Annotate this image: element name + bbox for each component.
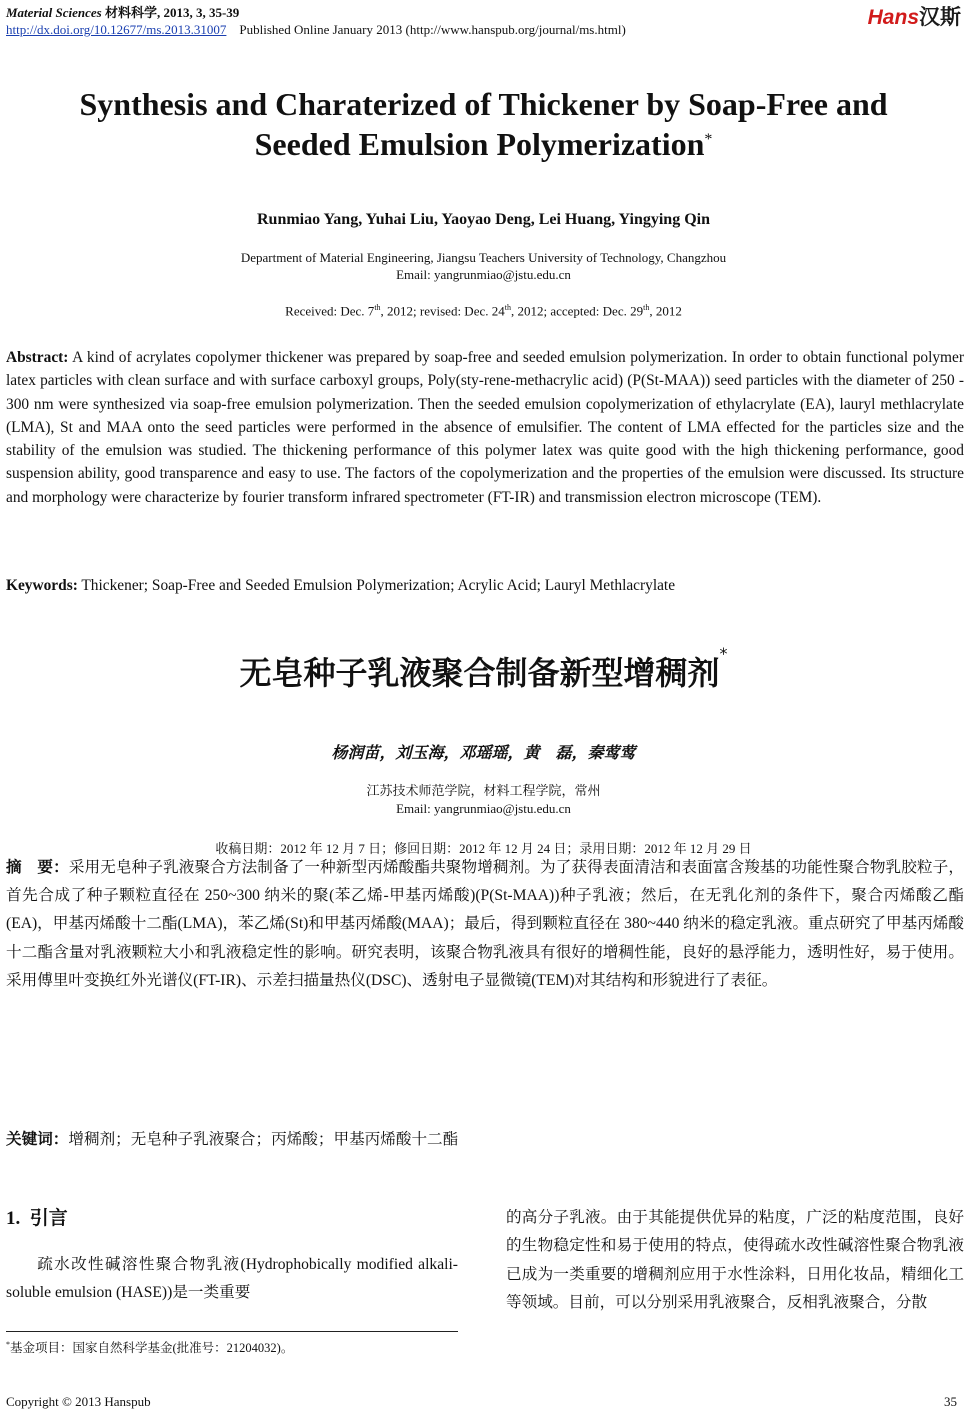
logo-cn: 汉斯 (919, 6, 961, 29)
journal-cn-info: 材料科学, 2013, 3, 35-39 (101, 5, 240, 20)
footnote-divider (6, 1331, 458, 1332)
authors-cn: 杨润苗，刘玉海，邓瑶瑶，黄 磊，秦莺莺 (331, 745, 636, 762)
footnote-text: 基金项目：国家自然科学基金(批准号：21204032)。 (10, 1341, 294, 1355)
abstract-cn-text: 采用无皂种子乳液聚合方法制备了一种新型丙烯酸酯共聚物增稠剂。为了获得表面清洁和表面富含羧基的功能性聚合物乳胶粒子，首先合成了种子颗粒直径在 250~300 纳米的聚(苯乙烯-甲基丙烯酸)(P(St-MAA))种子乳液；然后，在无乳化剂的条件下，聚合丙烯酸乙酯(EA)，甲基丙烯酸十二酯(LMA)，苯乙烯(St)和甲基丙烯酸(MAA)；最后，得到颗粒直径在 380~440 纳米的稳定乳液。重点研究了甲基丙烯酸十二酯含量对乳液颗粒大小和乳液稳定性的影响。研究表明，该聚合物乳液具有很好的增稠性能，良好的悬浮能力，透明性好，易于使用。采用傅里叶变换红外光谱仪(FT-IR)、示差扫描量热仪(DSC)、透射电子显微镜(TEM)对其结构和形貌进行了表征。 (6, 859, 964, 989)
abstract-en (6, 346, 964, 509)
received-part-d: , 2012 (649, 303, 682, 319)
page-number: 35 (944, 1394, 957, 1409)
ordinal-suffix: th (643, 303, 650, 312)
paper-title-cn (0, 644, 967, 694)
title-en-line1: Synthesis and Charaterized of Thickener by Soap-Free and (79, 86, 888, 122)
affiliation-en-text: Department of Material Engineering, Jiangsu Teachers University of Technology, Changzhou (240, 250, 727, 265)
footnote (6, 1338, 293, 1356)
abstract-cn-label: 摘 要： (6, 858, 69, 876)
keywords-cn-text: 增稠剂；无皂种子乳液聚合；丙烯酸；甲基丙烯酸十二酯 (68, 1131, 459, 1148)
paper-title-en (0, 84, 967, 164)
keywords-en-label: Keywords: (6, 577, 78, 594)
affiliation-cn-text: 江苏技术师范学院，材料工程学院，常州 (366, 783, 601, 798)
received-part-c: , 2012; accepted: Dec. 29 (510, 303, 644, 319)
journal-name: Material Sciences (6, 5, 102, 20)
title-footnote-mark: * (704, 131, 713, 148)
intro-paragraph-right: 的高分子乳液。由于其能提供优异的粘度，广泛的粘度范围，良好的生物稳定性和易于使用的特点，使得疏水改性碱溶性聚合物乳液已成为一类重要的增稠剂应用于水性涂料，日用化妆品，精细化工等领域。目前，可以分别采用乳液聚合，反相乳液聚合，分散 (506, 1209, 964, 1312)
keywords-cn-label: 关键词： (6, 1130, 69, 1148)
keywords-en-text: Thickener; Soap-Free and Seeded Emulsion Polymerization; Acrylic Acid; Lauryl Methlacrylate (77, 577, 676, 594)
section-title: 引言 (29, 1207, 68, 1229)
authors-en: Runmiao Yang, Yuhai Liu, Yaoyao Deng, Lei Huang, Yingying Qin (256, 211, 710, 228)
journal-header (6, 2, 239, 21)
intro-paragraph-left: 疏水改性碱溶性聚合物乳液(Hydrophobically modified alkali-soluble emulsion (HASE))是一类重要 (6, 1256, 458, 1302)
keywords-cn (6, 1127, 964, 1149)
abstract-en-text: A kind of acrylates copolymer thickener was prepared by soap-free and seeded emulsion polymerization. In order to obtain functional polymer latex particles with clean surface and with surface carboxyl groups, Poly(sty-rene-methacrylic acid) (P(St-MAA)) seed particles with the diameter of 250 - 300 nm were synthesized via soap-free emulsion polymerization. Then the seeded emulsion copolymerization of ethylacrylate (EA), lauryl methlacrylate (LMA), St and MAA onto the seed particles were performed in the absence of emulsifier. The content of LMA effected for the particles size and the stability of the emulsion was studied. The thickening performance of this polymer latex was quite good with the high thickening performance, good suspension ability, good transparence and easy to use. The factors of the copolymerization and the properties of the emulsion were discussed. Its structure and morphology were characterize by fourier transform infrared spectrometer (FT-IR) and transmission electron microscope (TEM). (6, 349, 964, 506)
keywords-en (6, 577, 964, 595)
hans-logo (868, 1, 961, 31)
section-number: 1. (6, 1208, 21, 1229)
title-cn-text: 无皂种子乳液聚合制备新型增稠剂 (239, 654, 720, 692)
logo-latin: Hans (867, 6, 919, 29)
doi-link[interactable]: http://dx.doi.org/10.12677/ms.2013.31007 (6, 22, 227, 37)
published-online: Published Online January 2013 (http://www.hanspub.org/journal/ms.html) (239, 22, 626, 37)
title-cn-footnote-mark: * (719, 644, 728, 663)
ordinal-suffix: th (504, 303, 511, 312)
abstract-en-label: Abstract: (6, 349, 69, 366)
footnote-mark: * (6, 1339, 10, 1349)
affiliation-en (0, 249, 967, 283)
section-heading-intro (6, 1203, 68, 1230)
ordinal-suffix: th (374, 303, 381, 312)
copyright: Copyright © 2013 Hanspub (6, 1394, 151, 1409)
received-dates-cn: 收稿日期：2012 年 12 月 7 日；修回日期：2012 年 12 月 24 日；录用日期：2012 年 12 月 29 日 (215, 841, 752, 856)
received-part-a: Received: Dec. 7 (285, 303, 375, 319)
email-en: Email: yangrunmiao@jstu.edu.cn (396, 267, 571, 282)
abstract-cn (6, 853, 964, 995)
received-part-b: , 2012; revised: Dec. 24 (380, 303, 505, 319)
header-doi-line (6, 22, 626, 38)
received-dates-en (0, 303, 967, 319)
title-en-line2: Seeded Emulsion Polymerization (254, 126, 705, 162)
affiliation-cn (0, 782, 967, 818)
email-cn: Email: yangrunmiao@jstu.edu.cn (396, 801, 571, 816)
